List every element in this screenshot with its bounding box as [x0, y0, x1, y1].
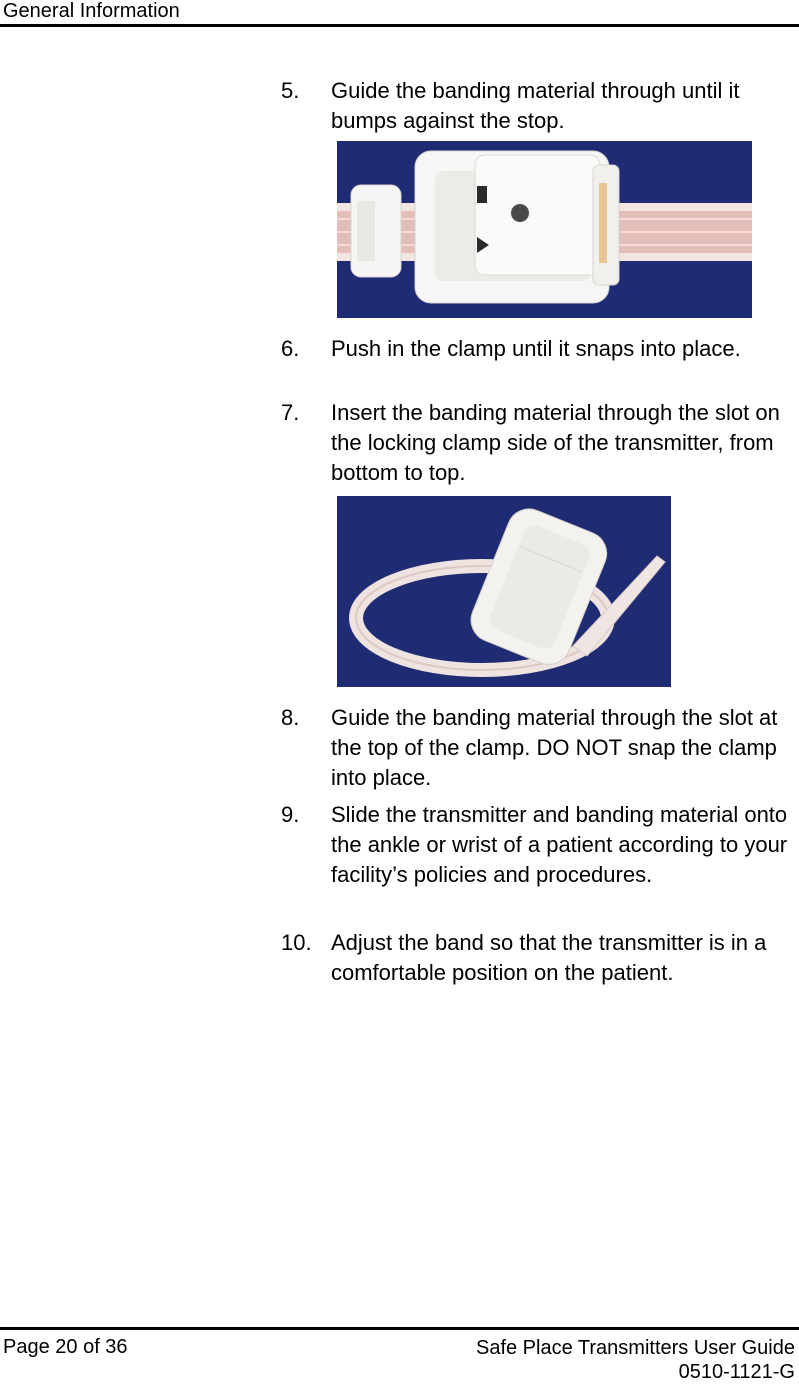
header-title: General Information — [3, 0, 180, 22]
step-6 — [281, 334, 796, 364]
step-10 — [281, 928, 796, 988]
step-number: 7. — [281, 400, 300, 425]
transmitter-band-stop-photo — [337, 141, 752, 318]
step-9 — [281, 800, 796, 890]
step-text: Guide the banding material through until it bumps against the stop. — [331, 78, 740, 133]
header-divider — [0, 24, 799, 27]
page-number: Page 20 of 36 — [3, 1336, 128, 1358]
step-text: Insert the banding material through the slot on the locking clamp side of the transmitter, from bottom to top. — [331, 400, 780, 485]
step-5 — [281, 76, 796, 136]
step-7 — [281, 398, 796, 488]
step-text: Slide the transmitter and banding material onto the ankle or wrist of a patient according to your facility’s policies and procedures. — [331, 802, 788, 887]
step-text: Push in the clamp until it snaps into place. — [331, 336, 741, 361]
band-looped-through-transmitter-photo — [337, 496, 671, 687]
footer-document-info — [476, 1336, 795, 1384]
footer-divider — [0, 1327, 799, 1330]
step-number: 10. — [281, 930, 312, 955]
step-number: 9. — [281, 802, 300, 827]
step-number: 5. — [281, 78, 300, 103]
guide-title: Safe Place Transmitters User Guide — [475, 1337, 795, 1359]
step-8 — [281, 703, 796, 793]
step-text: Adjust the band so that the transmitter is in a comfortable position on the patient. — [331, 930, 767, 985]
step-text: Guide the banding material through the slot at the top of the clamp. DO NOT snap the clamp into place. — [331, 705, 778, 790]
step-number: 6. — [281, 336, 300, 361]
document-number: 0510-1121-G — [678, 1361, 795, 1383]
step-number: 8. — [281, 705, 300, 730]
